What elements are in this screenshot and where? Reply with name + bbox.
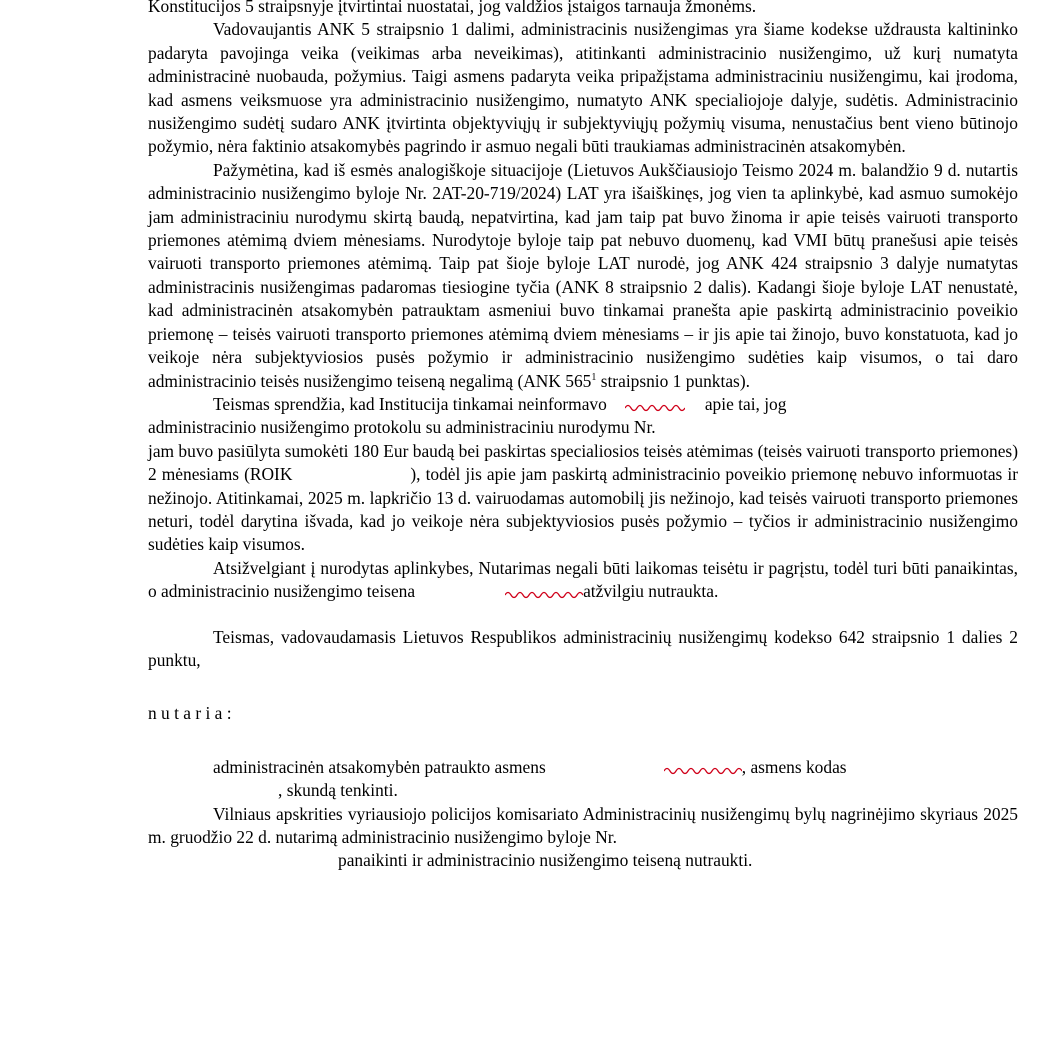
court-decides-text-2: apie tai, jog [704, 393, 787, 414]
lat-text: Pažymėtina, kad iš esmės analogiškoje situacijoje (Lietuvos Aukščiausiojo Teismo 2024 m. balandžio 9 d. nutartis administracinio nusižengimo byloje Nr. 2AT-20-719/2024) LAT yra išaiškinęs, jog vien ta aplinkybė, kad asmuo sumokėjo jam administraciniu nurodymu skirtą baudą, nepatvirtina, kad jam taip pat buvo žinoma ir apie teisės vairuoti transporto priemones atėmimą dviem mėnesiams. Nurodytoje byloje taip pat nebuvo duomenų, kad VMI būtų pranešusi apie teisės vairuoti transporto priemones atėmimą. Taip pat šioje byloje LAT nurodė, jog ANK 424 straipsnio 3 dalyje numatytas administracinis nusižengimas padaromas tiesiogine tyčia (ANK 8 straipsnio 2 dalis). Kadangi šioje byloje LAT nenustatė, kad administracinėn atsakomybėn patrauktam asmeniui buvo tinkamai pranešta apie paskirtą administracinio poveikio priemonę – teisės vairuoti transporto priemones atėmimą dviem mėnesiams – ir jis apie tai žinojo, buvo konstatuota, kad jo veikoje nėra subjektyviosios pusės požymio ir administracinio nusižengimo sudėties kaip visumos, o tai daro administracinio teisės nusižengimo teiseną negalimą (ANK 565 [148, 159, 1018, 391]
spellcheck-underline-2 [505, 587, 583, 599]
fine-text-cont: ), todėl jis apie jam paskirtą administracinio poveikio priemonę nebuvo informuotas ir nežinojo. Atitinkamai, 2025 m. lapkričio 13 d. vairuodamas automobilį jis nežinojo, kad teisės vairuoti transporto priemones neturi, todėl darytina išvada, kad jo veikoje nėra subjektyviosios pusės požymio – tyčios ir administracinio nusižengimo sudėties kaip visumos. [148, 464, 1018, 555]
superscript: 1 [591, 371, 597, 383]
paragraph-ruling-1-cont: , skundą tenkinti. [278, 780, 398, 801]
paragraph-legal-basis: Teismas, vadovaudamasis Lietuvos Respublikos administracinių nusižengimų kodekso 642 straipsnio 1 dalies 2 punktu, [148, 626, 1018, 670]
paragraph-court-decides-line2 [148, 416, 1018, 439]
protocol-text: administracinio nusižengimo protokolu su administraciniu nurodymu Nr. [148, 417, 656, 438]
document-body [148, 0, 1018, 873]
paragraph-lat-analogy [148, 159, 1018, 393]
paragraph-ruling-1 [148, 756, 1018, 779]
conclusion-text: Atsižvelgiant į nurodytas aplinkybes, Nutarimas negali būti laikomas teisėtu ir pagrįstu, todėl turi būti panaikintas, o administracinio nusižengimo teisena [148, 557, 1018, 602]
paragraph-ank-5: Vadovaujantis ANK 5 straipsnio 1 dalimi, administracinis nusižengimas yra šiame kodekse uždrausta kaltininko padaryta pavojinga veika (veikimas arba neveikimas), atitinkanti administracinio nusižengimo, už kurį numatyta administracinė nuobauda, požymius. Taigi asmens padaryta veika pripažįstama administraciniu nusižengimu, kai įrodoma, kad asmens veiksmuose yra administracinio nusižengimo, numatyto ANK specialiojoje dalyje, sudėtis. Administracinio nusižengimo sudėtį sudaro ANK įtvirtinta objektyviųjų ir subjektyviųjų požymių visuma, nenustačius bent vieno būtinojo požymio, nėra faktinio atsakomybės pagrindo ir asmuo negali būti traukiamas administracinėn atsakomybėn. [148, 19, 1018, 157]
heading-nutaria: n u t a r i a : [148, 703, 232, 724]
conclusion-text-end: atžvilgiu nutraukta. [583, 581, 719, 602]
ruling-1-text-2: , asmens kodas [741, 756, 847, 777]
paragraph-ruling-2: Vilniaus apskrities vyriausiojo policijos komisariato Administracinių nusižengimų bylų nagrinėjimo skyriaus 2025 m. gruodžio 22 d. nutarimą administracinio nusižengimo byloje Nr. [148, 803, 1018, 847]
ruling-1-text: administracinėn atsakomybėn patraukto asmens [213, 756, 546, 777]
spellcheck-underline [625, 400, 685, 412]
fine-text: jam buvo pasiūlyta sumokėti 180 Eur baudą bei paskirtas specialiosios teisės atėmimas (teisės vairuoti transporto priemones) 2 mėnesiams (ROIK [148, 440, 1018, 485]
court-decides-text: Teismas sprendžia, kad Institucija tinkamai neinformavo [213, 393, 607, 414]
paragraph-court-decides-cont [148, 440, 1018, 557]
paragraph-court-decides [148, 393, 1018, 416]
paragraph-conclusion [148, 557, 1018, 604]
spellcheck-underline-3 [664, 763, 742, 775]
paragraph-intro-tail: Konstitucijos 5 straipsnyje įtvirtintai nuostatai, jog valdžios įstaigos tarnauja žmonėms. [148, 0, 757, 16]
lat-text-end: straipsnio 1 punktas). [596, 370, 750, 391]
paragraph-ruling-2-cont: panaikinti ir administracinio nusižengimo teiseną nutraukti. [338, 850, 753, 871]
